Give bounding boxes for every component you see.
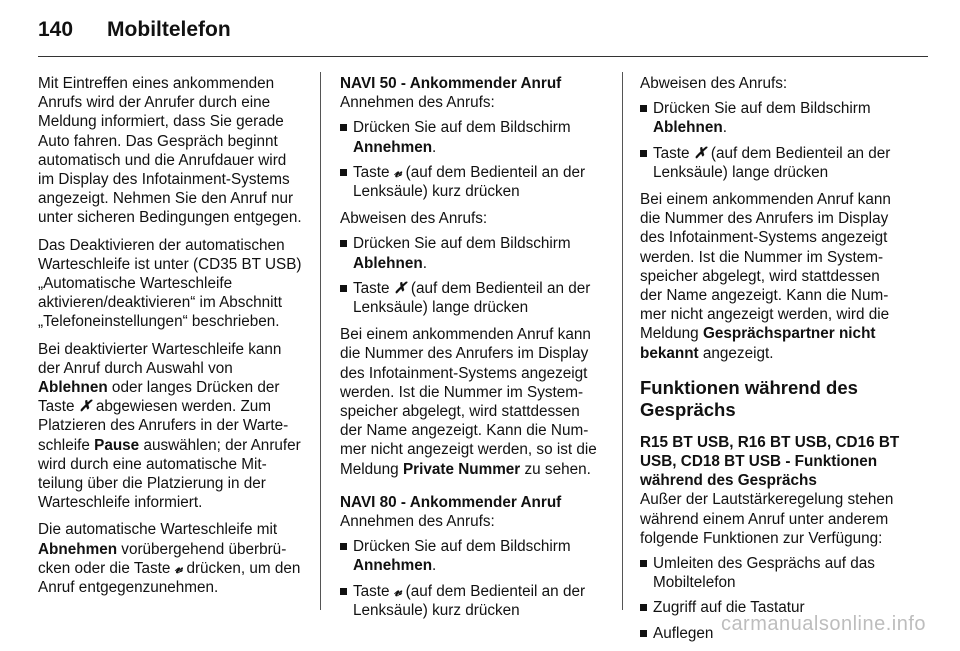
unknown-caller-term: Gesprächspartner nicht bekannt xyxy=(640,325,876,362)
text: . xyxy=(432,557,437,575)
reject-call-icon: ✗ xyxy=(393,279,407,297)
text: Bei deaktivierter Warteschleife kann der Anruf durch Auswahl von xyxy=(38,340,282,377)
text: auswählen; der Anrufer wird durch eine automatische Mitteilung über die Platzierung in der Warteschleife informiert. xyxy=(38,436,301,512)
text: Drücken Sie auf dem Bildschirm xyxy=(353,235,571,253)
paragraph: Abweisen des Anrufs: xyxy=(340,210,488,228)
text: zu sehen. xyxy=(520,460,591,478)
column-divider xyxy=(622,72,623,610)
paragraph: Annehmen des Anrufs: xyxy=(340,513,495,531)
private-nummer-term: Private Nummer xyxy=(402,460,521,478)
text: Drücken Sie auf dem Bildschirm xyxy=(353,119,571,137)
text: Taste xyxy=(353,163,394,181)
watermark: carmanualsonline.info xyxy=(720,613,926,635)
paragraph: Das Deaktivieren der automatischen Warteschleife ist unter (CD35 BT USB) „Automatische Warteschleife aktivieren/deaktivieren“ im Abschnitt „Telefoneinstellungen“ beschrieben. xyxy=(38,236,302,331)
text: (auf dem Bedienteil an der Lenksäule) kurz drücken xyxy=(353,582,586,619)
subheading-functions: R15 BT USB, R16 BT USB, CD16 BT USB, CD18 BT USB - Funktionen während des Gesprächs xyxy=(640,433,900,490)
ablehnen-term: Ablehnen xyxy=(38,379,108,397)
paragraph: Mit Eintreffen eines ankommenden Anrufs wird der Anrufer durch eine Meldung informiert, dass Sie gerade Auto fahren. Das Gespräch beginnt automatisch und die Anrufdauer wird im Display des Infotainment-Systems angezeigt. Nehmen Sie den Anruf nur unter sicheren Bedingungen entgegen. xyxy=(38,75,302,227)
paragraph xyxy=(640,190,904,363)
list-item xyxy=(340,234,606,272)
paragraph xyxy=(38,520,306,597)
list-item xyxy=(640,144,904,182)
list-item: Umleiten des Gesprächs auf das Mobiltelefon xyxy=(640,554,904,592)
text: Bei einem ankommenden Anruf kann die Nummer des Anrufers im Display des Infotainment-Systems angezeigt werden. Ist die Nummer im Systemspeicher abgelegt, wird stattdessen der Name angezeigt. Kann die Nummer nicht angezeigt werden, wird die Meldung xyxy=(640,191,891,343)
list-item: Zugriff auf die Tastatur xyxy=(640,598,904,617)
accept-call-icon: 𝓋 xyxy=(393,582,402,600)
section-heading: Funktionen während des Gesprächs xyxy=(640,376,858,420)
column-divider xyxy=(320,72,321,610)
annehmen-term: Annehmen xyxy=(353,557,433,575)
column-2 xyxy=(340,74,606,628)
page-number: 140 xyxy=(38,18,74,41)
text: Taste xyxy=(353,582,394,600)
text: Drücken Sie auf dem Bildschirm xyxy=(353,538,571,556)
text: vorübergehend überbrücken oder die Taste xyxy=(38,540,287,577)
list-item: Auflegen xyxy=(640,624,904,643)
text: Drücken Sie auf dem Bildschirm xyxy=(653,100,871,118)
accept-call-icon: 𝓋 xyxy=(393,163,402,181)
reject-list xyxy=(340,234,606,317)
paragraph: Abweisen des Anrufs: xyxy=(640,75,788,92)
reject-call-icon: ✗ xyxy=(78,398,92,416)
paragraph: Annehmen des Anrufs: xyxy=(340,94,495,112)
column-1 xyxy=(38,74,306,605)
text: angezeigt. xyxy=(698,344,774,362)
text: abgewiesen werden. Zum Platzieren des Anrufers in der Warteschleife xyxy=(38,398,289,454)
text: oder langes Drücken der Taste xyxy=(38,379,280,416)
accept-list xyxy=(340,537,606,620)
pause-term: Pause xyxy=(94,436,140,454)
annehmen-term: Annehmen xyxy=(353,138,433,156)
ablehnen-term: Ablehnen xyxy=(353,254,423,272)
ablehnen-term: Ablehnen xyxy=(653,119,723,137)
text: Taste xyxy=(653,144,694,162)
text: Taste xyxy=(353,279,394,297)
text: drücken, um den Anruf entgegenzunehmen. xyxy=(38,559,301,597)
subheading-navi80: NAVI 80 - Ankommender Anruf xyxy=(340,493,562,511)
list-item xyxy=(340,118,606,156)
list-item xyxy=(640,99,904,137)
paragraph xyxy=(38,340,306,513)
text: . xyxy=(722,119,727,137)
text: . xyxy=(422,254,427,272)
list-item xyxy=(340,279,606,317)
page-title: Mobiltelefon xyxy=(107,18,231,41)
subheading-navi50: NAVI 50 - Ankommender Anruf xyxy=(340,75,562,92)
list-item xyxy=(340,163,606,201)
accept-list xyxy=(340,118,606,201)
list-item xyxy=(340,537,606,575)
text: (auf dem Bedienteil an der Lenksäule) lange drücken xyxy=(353,279,591,317)
column-3 xyxy=(640,74,904,651)
text: . xyxy=(432,138,437,156)
text: (auf dem Bedienteil an der Lenksäule) lange drücken xyxy=(653,144,891,181)
text: Die automatische Warteschleife mit xyxy=(38,521,278,539)
page-header xyxy=(38,18,231,48)
list-item xyxy=(340,582,606,620)
header-rule xyxy=(38,56,928,57)
reject-list xyxy=(640,99,904,182)
abnehmen-term: Abnehmen xyxy=(38,540,118,558)
reject-call-icon: ✗ xyxy=(693,144,707,162)
text: Bei einem ankommenden Anruf kann die Nummer des Anrufers im Display des Infotainment-Systems angezeigt werden. Ist die Nummer im Systemspeicher abgelegt, wird stattdessen der Name angezeigt. Kann die Nummer nicht angezeigt werden, so ist die Meldung xyxy=(340,326,597,478)
accept-call-icon: 𝓋 xyxy=(174,559,183,577)
paragraph xyxy=(340,325,606,479)
text: (auf dem Bedienteil an der Lenksäule) kurz drücken xyxy=(353,163,586,201)
paragraph: Außer der Lautstärkeregelung stehen während einem Anruf unter anderem folgende Funktionen zur Verfügung: xyxy=(640,491,894,547)
